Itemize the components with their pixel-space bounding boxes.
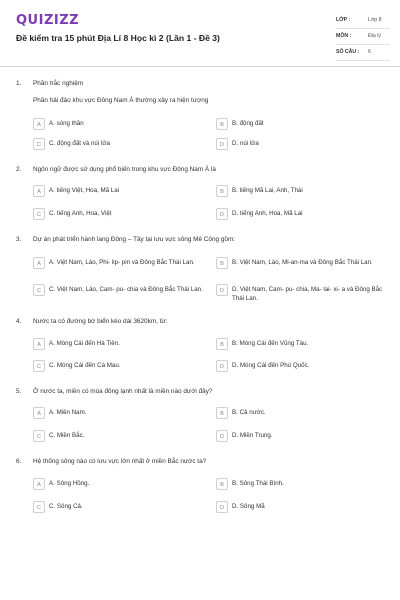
question-number: 5. xyxy=(16,388,22,395)
option-text: B. Việt Nam, Lào, Mi-an-ma và Đông Bắc Thái Lan. xyxy=(232,259,373,266)
option-text: A. Móng Cái đến Hà Tiên. xyxy=(49,340,120,347)
option-letter: B xyxy=(216,185,228,197)
option-text: D. Miền Trung. xyxy=(232,432,273,439)
option-letter: B xyxy=(216,338,228,350)
meta-row-count xyxy=(336,45,390,61)
option-text: C. Miền Bắc. xyxy=(49,432,85,439)
meta-value: 6 xyxy=(368,49,371,55)
option-text: D. núi lửa xyxy=(232,140,259,147)
option-text: D. Sông Mã xyxy=(232,503,265,510)
question-text: Dự án phát triển hành lang Đông – Tây tại lưu vực sông Mê Công gồm: xyxy=(33,236,236,243)
quizizz-logo: QUIZIZZ xyxy=(16,13,80,28)
option-letter: D xyxy=(216,430,228,442)
option-letter: A xyxy=(33,185,45,197)
option-letter: A xyxy=(33,338,45,350)
option-text: D. Móng Cái đến Phú Quốc. xyxy=(232,362,310,369)
option-text: D. Việt Nam, Cam- pu- chia, Ma- lai- xi- a và Đông Bắc Thái Lan. xyxy=(232,286,383,302)
question-text: Nước ta có đường bờ biển kéo dài 3620km, từ: xyxy=(33,318,168,325)
meta-label: LỚP : xyxy=(336,17,351,23)
option-letter: B xyxy=(216,118,228,130)
option-text: C. tiếng Anh, Hoa, Việt xyxy=(49,210,112,217)
meta-label: SỐ CÂU : xyxy=(336,49,360,55)
option-letter: C xyxy=(33,208,45,220)
option-text: B. Móng Cái đến Vũng Tàu. xyxy=(232,340,309,347)
meta-row-subject xyxy=(336,29,390,45)
question-number: 6. xyxy=(16,458,22,465)
option-text: B. tiếng Mã Lai, Anh, Thái xyxy=(232,187,303,194)
option-letter: C xyxy=(33,284,45,296)
option-letter: B xyxy=(216,257,228,269)
option-text: C. động đất và núi lửa xyxy=(49,140,110,147)
option-text: C. Sông Cả. xyxy=(49,503,83,510)
option-text: A. Sông Hồng. xyxy=(49,480,90,487)
option-text: B. Cả nước. xyxy=(232,409,266,416)
option-text: D. tiếng Anh, Hoa, Mã Lai xyxy=(232,210,303,217)
option-text: A. Miền Nam. xyxy=(49,409,87,416)
question-number: 2. xyxy=(16,166,22,173)
option-letter: B xyxy=(216,478,228,490)
question-text: Phần hải đảo khu vực Đông Nam Á thường xảy ra hiện tượng xyxy=(33,97,209,104)
question-text: Hệ thống sông nào có lưu vực lớn nhất ở miền Bắc nước ta? xyxy=(33,458,207,465)
option-letter: D xyxy=(216,138,228,150)
option-letter: C xyxy=(33,501,45,513)
question-number: 3. xyxy=(16,236,22,243)
option-letter: D xyxy=(216,208,228,220)
header xyxy=(0,0,400,67)
option-letter: A xyxy=(33,118,45,130)
option-text: A. sóng thần xyxy=(49,120,84,127)
option-text: C. Việt Nam, Lào, Cam- pu- chia và Đông Bắc Thái Lan. xyxy=(49,286,203,293)
question-text: Ngôn ngữ được sử dụng phổ biến trong khu vực Đông Nam Á là xyxy=(33,166,216,173)
question-text: Ở nước ta, miền có mùa đông lạnh nhất là miền nào dưới đây? xyxy=(33,388,213,395)
option-letter: C xyxy=(33,138,45,150)
option-text: A. Việt Nam, Lào, Phi- lip- pin và Đông Bắc Thái Lan. xyxy=(49,259,195,266)
meta-table xyxy=(336,13,390,61)
option-letter: A xyxy=(33,257,45,269)
meta-label: MÔN : xyxy=(336,33,352,39)
meta-value: Lớp 8 xyxy=(368,17,382,23)
option-text: C. Móng Cái đến Cà Mau. xyxy=(49,362,121,369)
option-letter: B xyxy=(216,407,228,419)
option-letter: D xyxy=(216,501,228,513)
question-number: 4. xyxy=(16,318,22,325)
option-letter: C xyxy=(33,360,45,372)
section-label: Phần trắc nghiệm xyxy=(33,80,84,87)
option-letter: D xyxy=(216,284,228,296)
option-letter: A xyxy=(33,407,45,419)
option-letter: D xyxy=(216,360,228,372)
question-number: 1. xyxy=(16,80,22,87)
page-title: Đề kiểm tra 15 phút Địa Lí 8 Học kì 2 (Lần 1 - Đề 3) xyxy=(16,33,220,43)
option-letter: A xyxy=(33,478,45,490)
option-text: B. động đất xyxy=(232,120,264,127)
option-text: A. tiếng Việt, Hoa, Mã Lai xyxy=(49,187,120,194)
meta-row-grade xyxy=(336,13,390,29)
meta-value: Địa lý xyxy=(368,33,381,39)
option-letter: C xyxy=(33,430,45,442)
option-text: B. Sông Thái Bình. xyxy=(232,480,284,487)
